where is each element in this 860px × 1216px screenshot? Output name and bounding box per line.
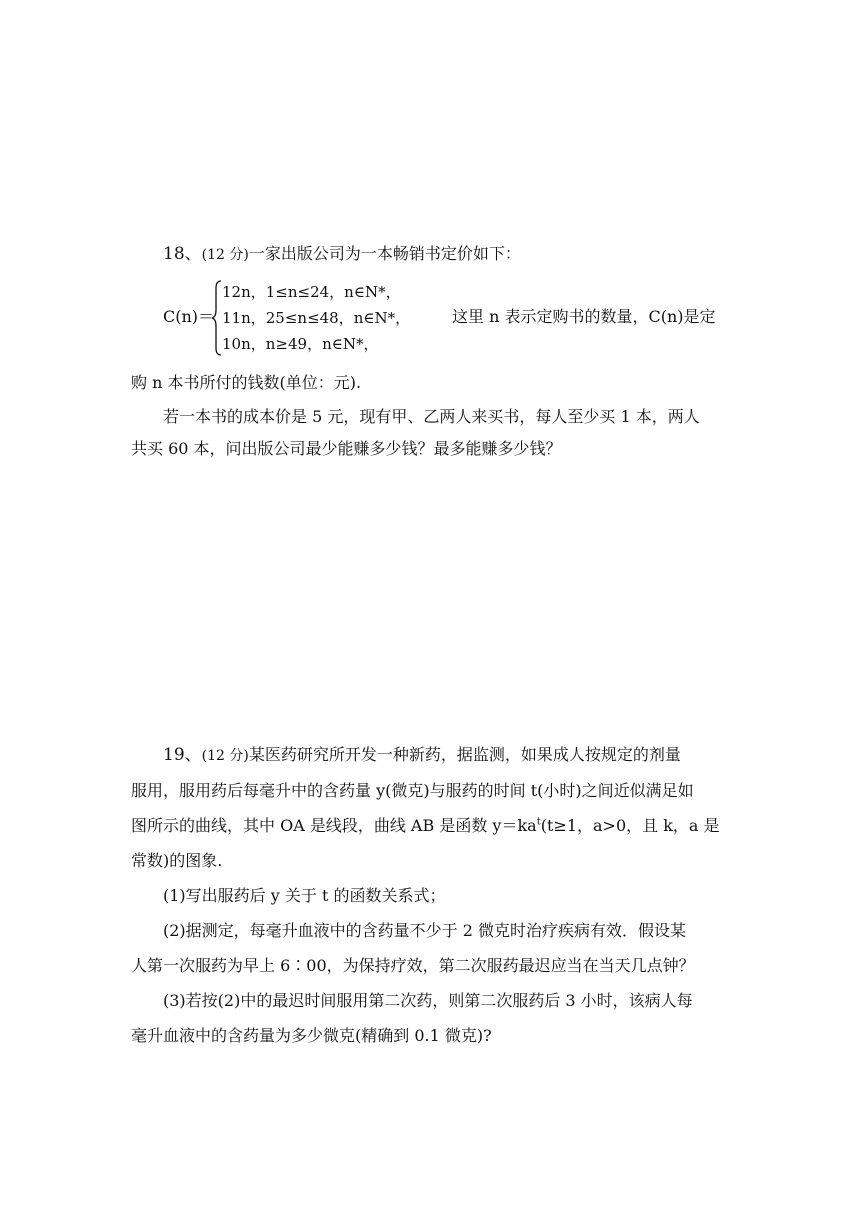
q18-intro: 一家出版公司为一本畅销书定价如下： — [248, 244, 521, 263]
q18-para2-line2: 共买 60 本，问出版公司最少能赚多少钱？最多能赚多少钱？ — [131, 439, 562, 458]
q18-case-2: 11n，25≤n≤48，n∈N*， — [222, 309, 411, 327]
q19-sub3-line1: (3)若按(2)中的最迟时间服用第二次药，则第二次服药后 3 小时，该病人每 — [163, 991, 693, 1010]
q19-line3: 图所示的曲线，其中 OA 是线段，曲线 AB 是函数 $y=ka^t(t\ge 1$，a>0，且 k，a 是 — [131, 816, 720, 835]
q18-para2-line1: 若一本书的成本价是 5 元，现有甲、乙两人来买书，每人至少买 1 本，两人 — [163, 407, 700, 426]
q18-number: 18、 — [163, 244, 202, 264]
q19-number: 19、 — [163, 745, 202, 765]
q19-line1-text: 某医药研究所开发一种新药，据监测，如果成人按规定的剂量 — [248, 745, 681, 764]
q18-function-lhs: C(n)＝ — [163, 307, 215, 326]
q19-sub2-line1: (2)据测定，每毫升血液中的含药量不少于 2 微克时治疗疾病有效．假设某 — [163, 921, 687, 940]
q18-aside: 这里 n 表示定购书的数量，C(n)是定 — [452, 307, 716, 326]
q19-sub2-line2: 人第一次服药为早上 6∶00，为保持疗效，第二次服药最迟应当在当天几点钟？ — [131, 956, 695, 975]
q19-line1 — [163, 744, 681, 767]
exponent-t: t — [536, 816, 541, 828]
q19-line4: 常数)的图象. — [131, 851, 223, 870]
q19-score: (12 分) — [201, 748, 249, 764]
q18-intro-line — [163, 243, 521, 266]
q19-sub1: (1)写出服药后 y 关于 t 的函数关系式； — [163, 886, 446, 905]
q19-sub3-line2: 毫升血液中的含药量为多少微克(精确到 0.1 微克)? — [131, 1026, 492, 1045]
left-brace — [212, 280, 222, 356]
q18-continuation: 购 n 本书所付的钱数(单位：元). — [131, 373, 362, 392]
q18-case-1: 12n，1≤n≤24，n∈N*， — [222, 283, 401, 301]
q18-case-3: 10n，n≥49，n∈N*， — [222, 335, 379, 353]
q19-line2: 服用，服用药后每毫升中的含药量 y(微克)与服药的时间 t(小时)之间近似满足如 — [131, 781, 694, 800]
q18-score: (12 分) — [201, 247, 249, 263]
